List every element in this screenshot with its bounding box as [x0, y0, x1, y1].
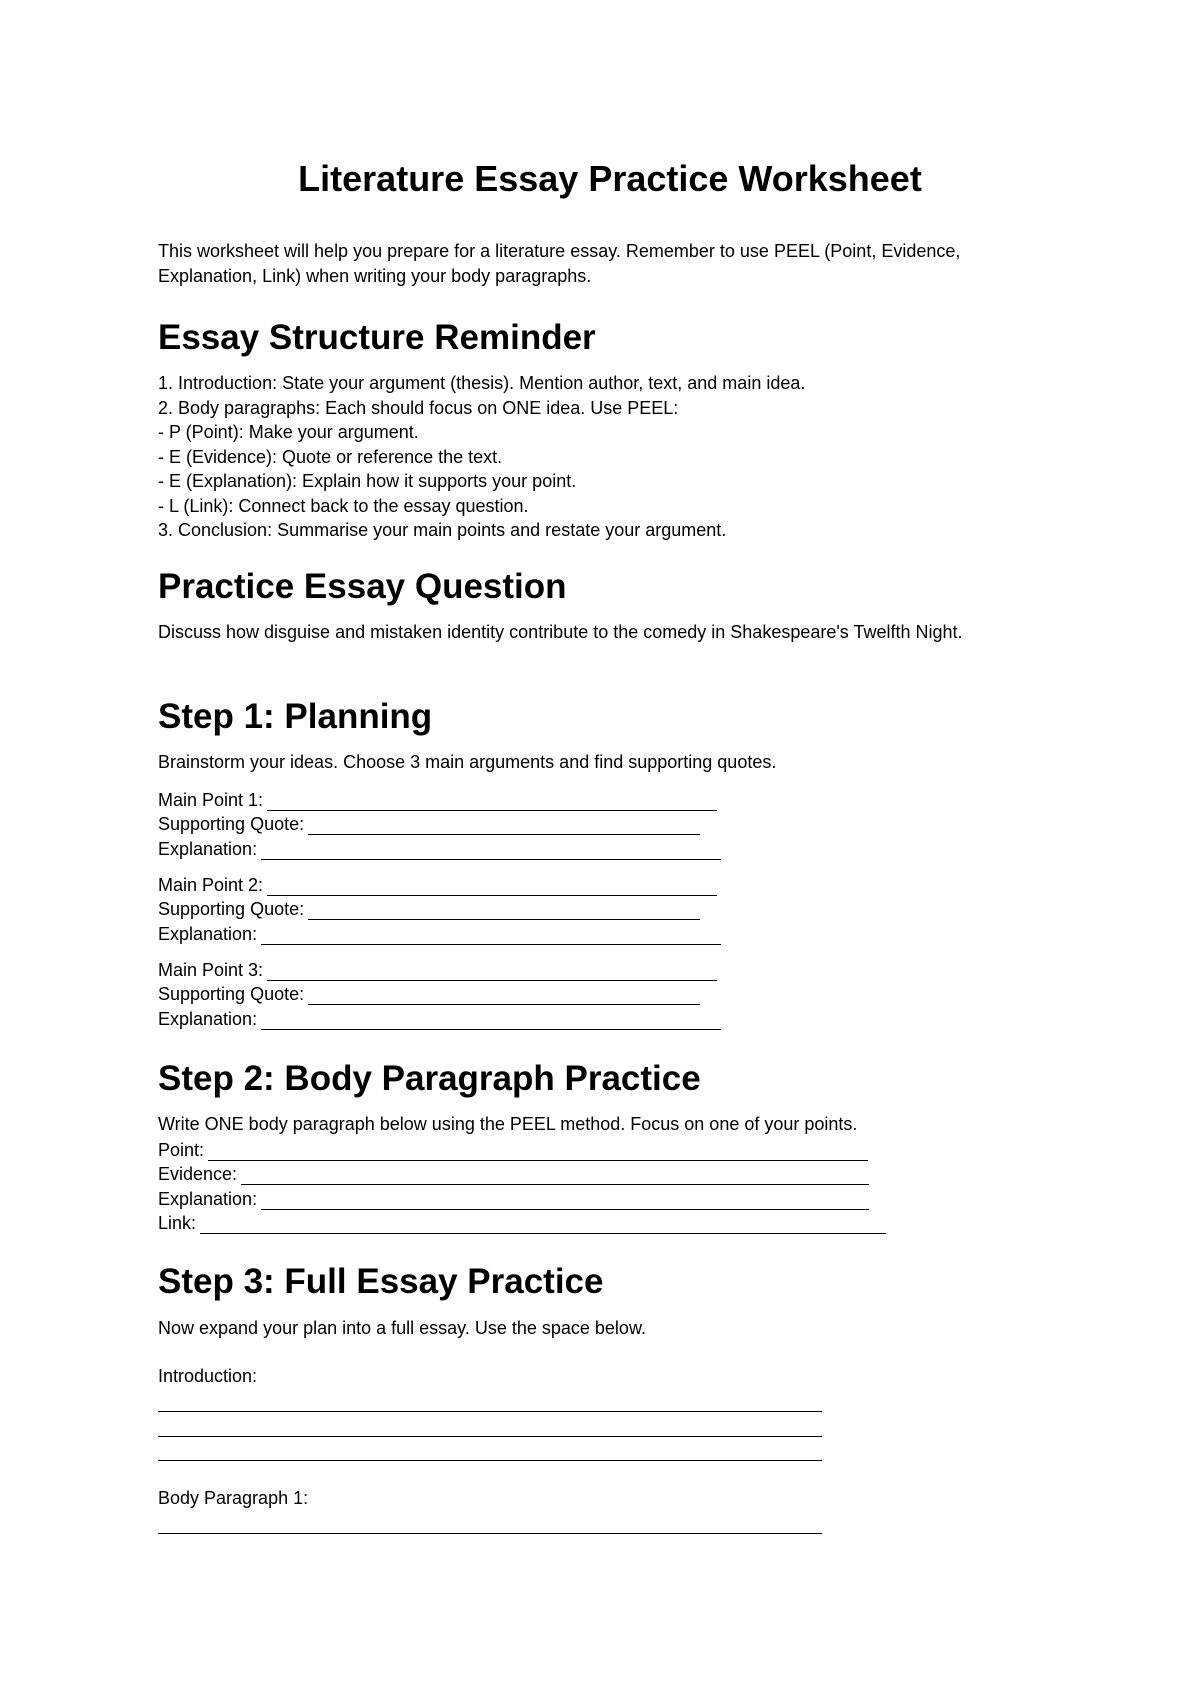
main-point-2-field[interactable]: [158, 871, 721, 896]
structure-item: - L (Link): Connect back to the essay question.: [158, 495, 529, 516]
answer-line[interactable]: [261, 840, 721, 860]
field-label: Point:: [158, 1139, 205, 1160]
supporting-quote-1-field[interactable]: [158, 811, 721, 836]
answer-line[interactable]: [267, 876, 717, 896]
step3-heading: Step 3: Full Essay Practice: [158, 1262, 604, 1301]
evidence-field[interactable]: [158, 1161, 886, 1186]
main-point-3-field[interactable]: [158, 956, 721, 981]
explanation-field[interactable]: [158, 1185, 886, 1210]
answer-line[interactable]: [261, 925, 721, 945]
supporting-quote-3-field[interactable]: [158, 981, 721, 1006]
step1-instruction: Brainstorm your ideas. Choose 3 main arguments and find supporting quotes.: [158, 752, 777, 772]
field-label: Supporting Quote:: [158, 899, 305, 919]
explanation-3-field[interactable]: [158, 1005, 721, 1030]
peel-fields: [158, 1136, 886, 1234]
structure-item: - E (Explanation): Explain how it supports your point.: [158, 471, 577, 491]
field-label: Link:: [158, 1213, 197, 1233]
answer-line[interactable]: [208, 1141, 868, 1161]
field-label: Main Point 3:: [158, 959, 264, 980]
field-label: Supporting Quote:: [158, 814, 305, 834]
planning-group-2: [158, 871, 721, 945]
structure-list: [158, 371, 805, 543]
intro-text: This worksheet will help you prepare for a literature essay. Remember to use PEEL (Point, Evidence, Explanation, Link) when writing your body paragraphs.: [158, 241, 961, 286]
point-field[interactable]: [158, 1136, 886, 1161]
supporting-quote-2-field[interactable]: [158, 896, 721, 921]
field-label: Main Point 1:: [158, 789, 264, 810]
explanation-2-field[interactable]: [158, 920, 721, 945]
answer-line[interactable]: [267, 791, 717, 811]
answer-line[interactable]: [261, 1190, 869, 1210]
structure-item: 3. Conclusion: Summarise your main points and restate your argument.: [158, 520, 727, 540]
introduction-label: Introduction:: [158, 1366, 258, 1386]
step2-instruction: Write ONE body paragraph below using the PEEL method. Focus on one of your points.: [158, 1114, 858, 1134]
introduction-line[interactable]: [158, 1460, 822, 1461]
field-label: Explanation:: [158, 838, 258, 859]
structure-heading: Essay Structure Reminder: [158, 318, 596, 357]
question-text: Discuss how disguise and mistaken identity contribute to the comedy in Shakespeare's Twelfth Night.: [158, 622, 963, 642]
answer-line[interactable]: [308, 815, 700, 835]
answer-line[interactable]: [308, 985, 700, 1005]
body-paragraph-1-label: Body Paragraph 1:: [158, 1488, 309, 1508]
field-label: Supporting Quote:: [158, 984, 305, 1004]
answer-line[interactable]: [241, 1165, 869, 1185]
field-label: Explanation:: [158, 1188, 258, 1209]
field-label: Evidence:: [158, 1164, 238, 1184]
answer-line[interactable]: [261, 1010, 721, 1030]
introduction-line[interactable]: [158, 1411, 822, 1412]
answer-line[interactable]: [200, 1214, 886, 1234]
structure-item: 2. Body paragraphs: Each should focus on ONE idea. Use PEEL:: [158, 397, 679, 418]
body-paragraph-1-line[interactable]: [158, 1533, 822, 1534]
page-title: Literature Essay Practice Worksheet: [298, 158, 922, 199]
main-point-1-field[interactable]: [158, 786, 721, 811]
explanation-1-field[interactable]: [158, 835, 721, 860]
structure-item: - E (Evidence): Quote or reference the text.: [158, 446, 503, 467]
step3-instruction: Now expand your plan into a full essay. Use the space below.: [158, 1318, 646, 1338]
structure-item: - P (Point): Make your argument.: [158, 422, 419, 442]
field-label: Main Point 2:: [158, 874, 264, 895]
step1-heading: Step 1: Planning: [158, 697, 433, 736]
introduction-line[interactable]: [158, 1436, 822, 1437]
field-label: Explanation:: [158, 1008, 258, 1029]
answer-line[interactable]: [308, 900, 700, 920]
step2-heading: Step 2: Body Paragraph Practice: [158, 1059, 701, 1098]
structure-item: 1. Introduction: State your argument (thesis). Mention author, text, and main idea.: [158, 373, 806, 393]
field-label: Explanation:: [158, 923, 258, 944]
planning-group-1: [158, 786, 721, 860]
planning-group-3: [158, 956, 721, 1030]
question-heading: Practice Essay Question: [158, 567, 567, 606]
link-field[interactable]: [158, 1210, 886, 1235]
answer-line[interactable]: [267, 961, 717, 981]
